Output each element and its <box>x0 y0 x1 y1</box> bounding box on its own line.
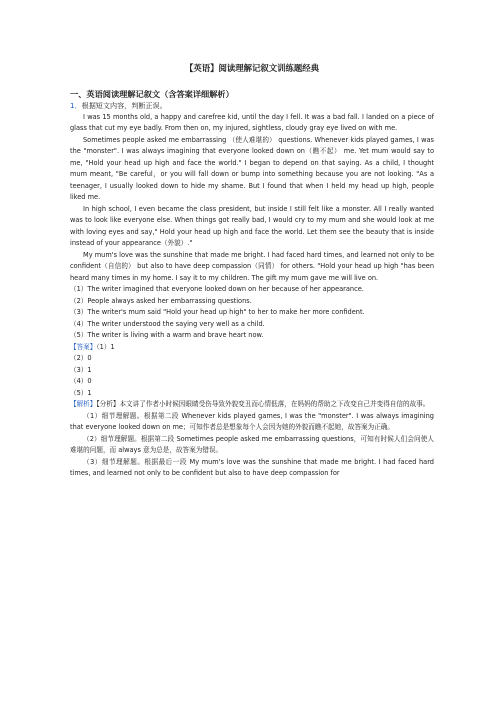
analysis-intro: 【分析】本文讲了作者小时候因眼睛受伤导致外貌变丑而心情低落，在妈妈的帮助之下改变自己并变得自信的故事。 <box>96 400 430 408</box>
answer-item: （2）0 <box>70 354 92 362</box>
answer-item: （3）1 <box>70 365 92 374</box>
passage-paragraph: My mum's love was the sunshine that made me bright. I had faced hard times, and learned not only to be confident（自信的） but also to have deep compassion（同情） for others. "Hold your head up high "has been heard many times in my home. I say it to my children. The gift my mum gave me will live on. <box>70 250 434 282</box>
passage-paragraph: I was 15 months old, a happy and carefree kid, until the day I fell. It was a bad fall. I landed on a piece of glass that cut my eye badly. From then on, my injured, sightless, cloudy gray eye lived on with me. <box>70 112 434 132</box>
analysis-label: 【解析】 <box>70 400 97 408</box>
section-heading: 一、英语阅读理解记叙文（含答案详细解析） <box>70 89 234 99</box>
answer-item: （1）1 <box>96 342 115 351</box>
statement-item: （4）The writer understood the saying very well as a child. <box>70 319 265 328</box>
answer-item: （4）0 <box>70 377 92 385</box>
answer-item: （5）1 <box>70 388 92 397</box>
passage-paragraph: In high school, I even became the class president, but inside I still felt like a monster. All I really wanted was to look like everyone else. When things got really bad, I would cry to my mum and she would look at me with loving eyes and say," Hold your head up high and face the world. Let them see the beauty that is inside instead of your appearance（外貌）." <box>70 204 434 247</box>
statement-item: （5）The writer is living with a warm and brave heart now. <box>70 331 264 339</box>
analysis-item: （2）细节理解题。根据第二段 Sometimes people asked me embarrassing questions，可知有时候人们会问使人难堪的问题，而 always 意为总是，故答案为错误。 <box>70 434 434 454</box>
answer-line <box>70 342 434 354</box>
question-instruction: 根据短文内容，判断正误。 <box>81 101 167 110</box>
analysis-item: （1）细节理解题。根据第二段 Whenever kids played games, I was the "monster". I was always imagining that everyone looked down on me；可知作者总是想象每个人会因为她的外貌而瞧不起她，故答案为正确。 <box>70 411 434 431</box>
question-header <box>70 100 434 112</box>
question-number: 1． <box>70 101 82 110</box>
answer-label: 【答案】 <box>70 342 97 351</box>
document-title: 【英语】阅读理解记叙文训练题经典 <box>185 63 319 73</box>
document-page <box>70 62 434 480</box>
analysis-item: （3）细节理解题。根据最后一段 My mum's love was the sunshine that made me bright. I had faced hard times, and learned not only to be confident but also to have deep compassion for <box>70 457 434 477</box>
statement-item: （3）The writer's mum said "Hold your head up high" to her to make her more confident. <box>70 308 365 316</box>
statement-item: （2）People always asked her embarrassing questions. <box>70 296 252 305</box>
statement-item: （1）The writer imagined that everyone looked down on her because of her appearance. <box>70 285 364 293</box>
analysis-intro-line <box>70 399 434 411</box>
passage-paragraph: Sometimes people asked me embarrassing （使人难堪的） questions. Whenever kids played games, I was the "monster". I was always imagining that everyone looked down on（瞧不起） me. Yet mum would say to me, "Hold your head up high and face the world." I began to depend on that saying. As a child, I thought mum meant, "Be careful，or you will fall down or bump into something because you are not looking. "As a teenager, I usually looked down to hide my shame. But I found that when I held my head up high, people liked me. <box>70 135 434 201</box>
